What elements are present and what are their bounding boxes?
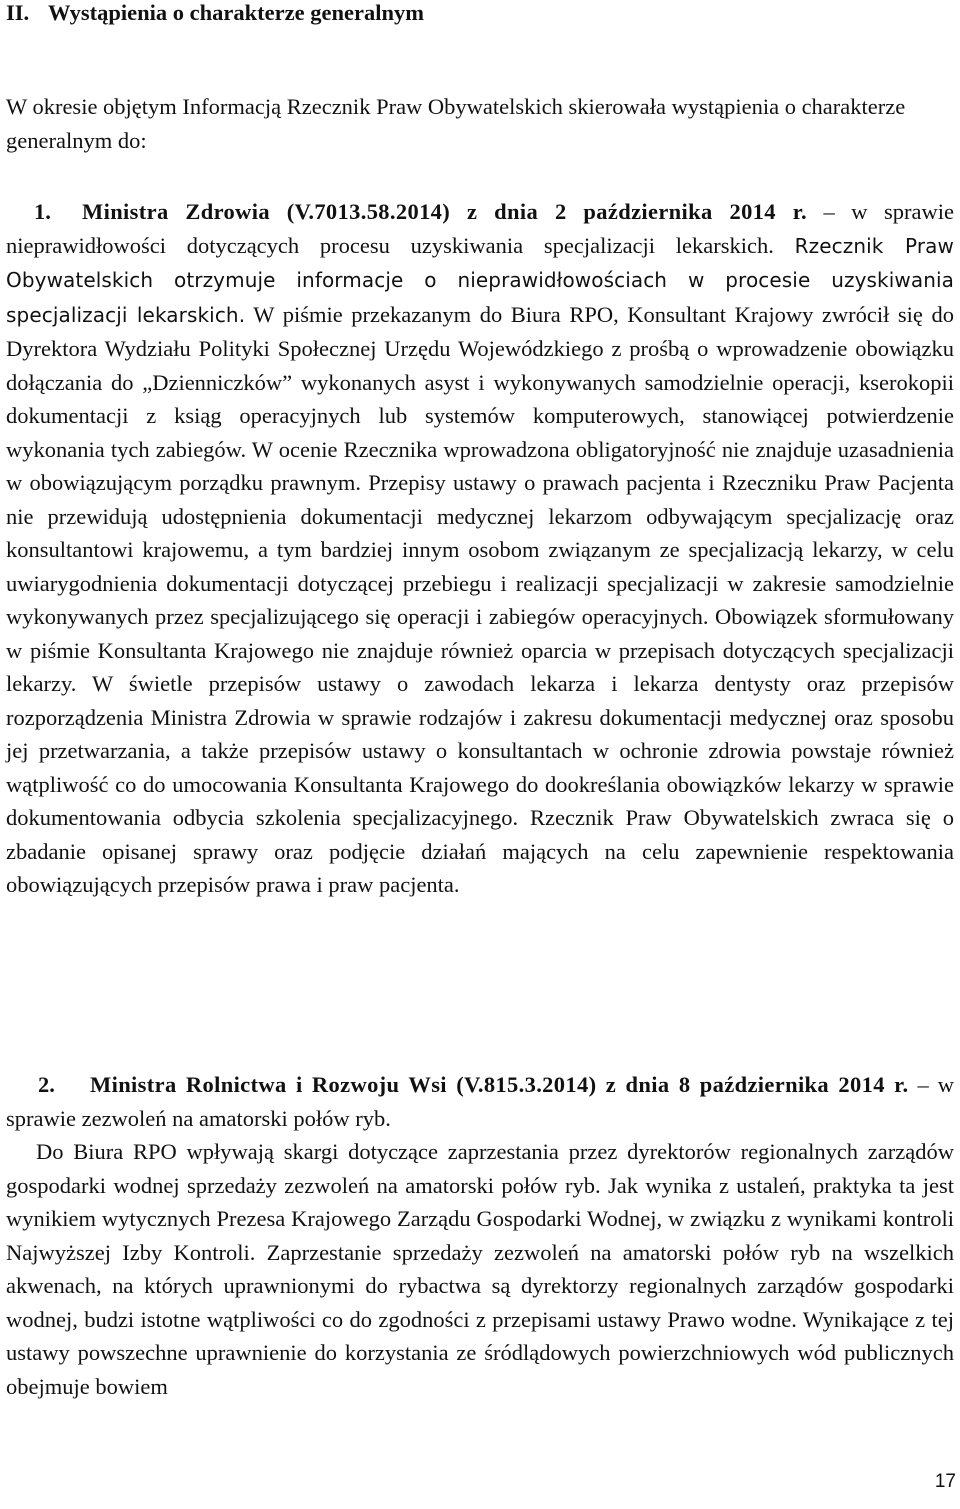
section-title: Wystąpienia o charakterze generalnym bbox=[48, 0, 424, 25]
item-subject: – w sprawie nieprawidłowości dotyczących procesu uzyskiwania specjalizacji lekarskich. bbox=[6, 199, 954, 258]
list-item bbox=[6, 195, 954, 902]
item-body: Do Biura RPO wpływają skargi dotyczące zaprzestania przez dyrektorów regionalnych zarządów gospodarki wodnej sprzedaży zezwoleń na amatorski połów ryb. Jak wynika z ustaleń, praktyka ta jest wynikiem wytycznych Prezesa Krajowego Zarządu Gospodarki Wodnej, w związku z wynikami kontroli Najwyższej Izby Kontroli. Zaprzestanie sprzedaży zezwoleń na amatorski połów ryb na wszelkich akwenach, na których uprawnionymi do rybactwa są dyrektorzy regionalnych zarządów gospodarki wodnej, budzi istotne wątpliwości co do zgodności z przepisami ustawy Prawo wodne. Wynikające z tej ustawy powszechne uprawnienie do korzystania ze śródlądowych powierzchniowych wód publicznych obejmuje bowiem bbox=[6, 1139, 954, 1399]
section-heading bbox=[6, 0, 424, 28]
item-subject: – w sprawie zezwoleń na amatorski połów ryb. bbox=[6, 1072, 955, 1131]
item-number: 1. bbox=[34, 199, 51, 224]
list-item bbox=[6, 1068, 954, 1403]
item-heading: Ministra Zdrowia (V.7013.58.2014) z dnia 2 października 2014 r. bbox=[82, 199, 807, 224]
item-heading: Ministra Rolnictwa i Rozwoju Wsi (V.815.3.2014) z dnia 8 października 2014 r. bbox=[90, 1072, 909, 1097]
section-number: II. bbox=[6, 0, 30, 25]
item-body-lead: Rzecznik Praw Obywatelskich otrzymuje informacje o nieprawidłowościach w procesie uzyskiwania specjalizacji lekarskich. bbox=[6, 233, 954, 327]
item-body: W piśmie przekazanym do Biura RPO, Konsultant Krajowy zwrócił się do Dyrektora Wydziału Polityki Społecznej Urzędu Wojewódzkiego z prośbą o wprowadzenie obowiązku dołączania do „Dzienniczków” wykonanych asyst i wykonywanych samodzielnie operacji, kserokopii dokumentacji z ksiąg operacyjnych lub systemów komputerowych, stanowiącej potwierdzenie wykonania tych zabiegów. W ocenie Rzecznika wprowadzona obligatoryjność nie znajduje uzasadnienia w obowiązującym porządku prawnym. Przepisy ustawy o prawach pacjenta i Rzeczniku Praw Pacjenta nie przewidują udostępnienia dokumentacji medycznej lekarzom odbywającym specjalizację oraz konsultantowi krajowemu, a tym bardziej innym osobom związanym ze specjalizacją lekarzy, w celu uwiarygodnienia dokumentacji dotyczącej przebiegu i realizacji specjalizacji w zakresie samodzielnie wykonywanych przez specjalizującego się operacji i zabiegów operacyjnych. Obowiązek sformułowany w piśmie Konsultanta Krajowego nie znajduje również oparcia w przepisach dotyczących specjalizacji lekarzy. W świetle przepisów ustawy o zawodach lekarza i lekarza dentysty oraz przepisów rozporządzenia Ministra Zdrowia w sprawie rodzajów i zakresu dokumentacji medycznej oraz sposobu jej przetwarzania, a także przepisów ustawy o konsultantach w ochronie zdrowia powstaje również wątpliwość co do umocowania Konsultanta Krajowego do dookreślania obowiązków lekarzy w sprawie dokumentowania odbycia szkolenia specjalizacyjnego. Rzecznik Praw Obywatelskich zwraca się o zbadanie opisanej sprawy oraz podjęcie działań mających na celu zapewnienie respektowania obowiązujących przepisów prawa i praw pacjenta. bbox=[6, 301, 954, 897]
page-number: 17 bbox=[934, 1471, 956, 1492]
intro-paragraph: W okresie objętym Informacją Rzecznik Praw Obywatelskich skierowała wystąpienia o charakterze generalnym do: bbox=[6, 94, 906, 153]
item-number: 2. bbox=[38, 1072, 55, 1097]
